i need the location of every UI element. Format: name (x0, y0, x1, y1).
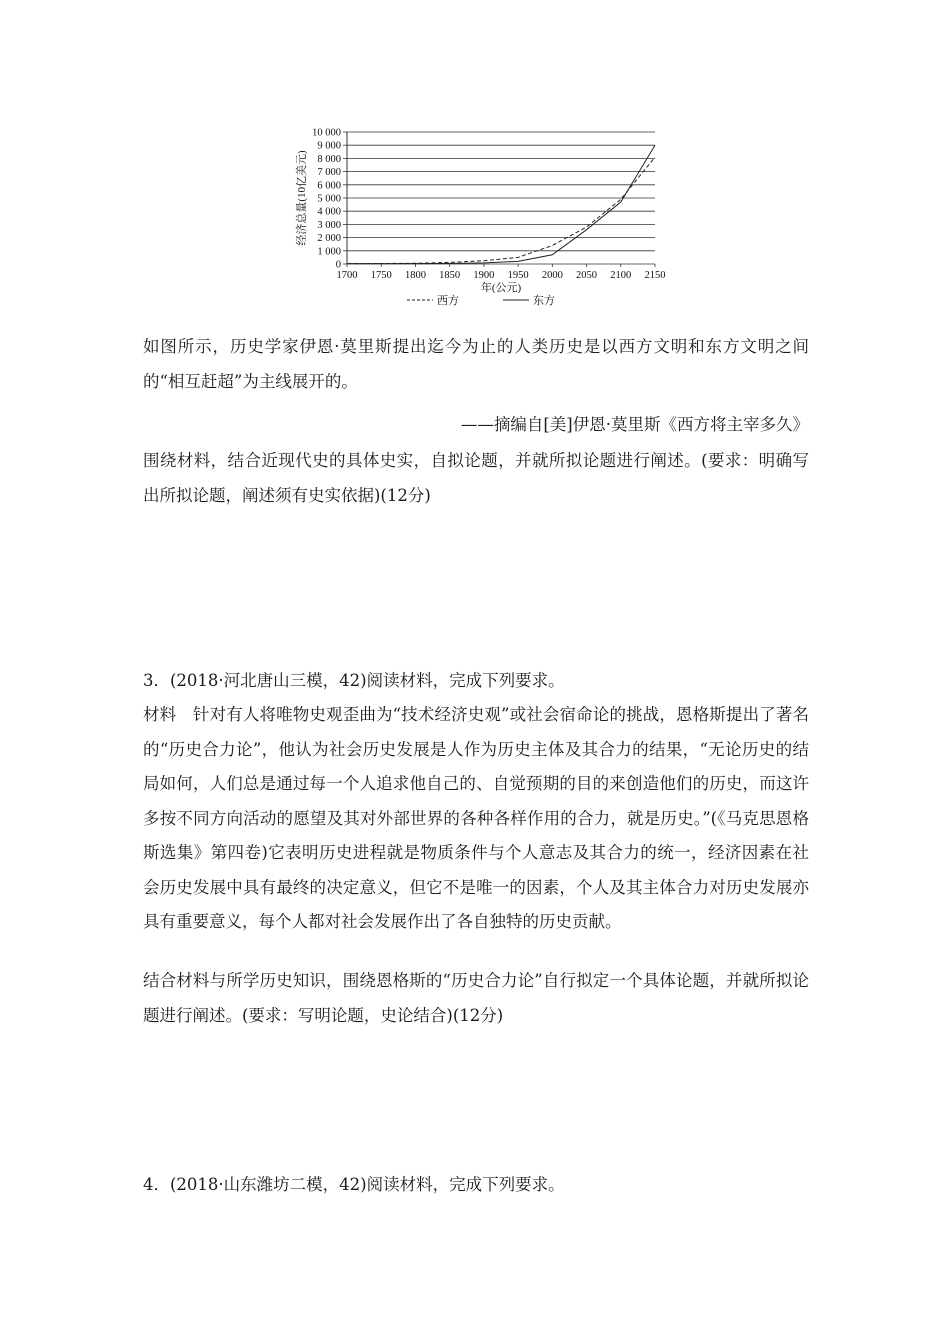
x-tick-label: 2150 (644, 270, 666, 281)
y-tick-label: 4 000 (317, 206, 341, 218)
x-tick-label: 2000 (541, 270, 563, 281)
question-4-heading: 4．(2018·山东潍坊二模，42)阅读材料，完成下列要求。 (143, 1175, 565, 1194)
question-2-task: 围绕材料，结合近现代史的具体史实，自拟论题，并就所拟论题进行阐述。(要求：明确写出所拟论题，阐述须有史实依据)(12分) (143, 451, 809, 505)
y-tick-label: 10 000 (312, 127, 341, 139)
series-line-west (347, 157, 655, 264)
question-3-task: 结合材料与所学历史知识，围绕恩格斯的“历史合力论”自行拟定一个具体论题，并就所拟论题进行阐述。(要求：写明论题，史论结合)(12分) (143, 971, 809, 1025)
y-tick-label: 5 000 (317, 193, 341, 205)
y-tick-label: 2 000 (317, 233, 341, 245)
y-tick-label: 9 000 (317, 140, 341, 152)
x-tick-label: 2050 (576, 270, 598, 281)
legend-label: 东方 (533, 295, 555, 307)
x-tick-label: 1900 (473, 270, 495, 281)
y-tick-label: 6 000 (317, 180, 341, 192)
x-tick-label: 1700 (336, 270, 358, 281)
x-tick-label: 2100 (610, 270, 632, 281)
source-citation: ——摘编自[美]伊恩·莫里斯《西方将主宰多久》 (460, 415, 809, 434)
paragraph-intro: 如图所示，历史学家伊恩·莫里斯提出迄今为止的人类历史是以西方文明和东方文明之间的“相互赶超”为主线展开的。 (143, 337, 809, 391)
economy-chart (285, 118, 675, 314)
series-line-east (347, 145, 655, 263)
y-tick-label: 3 000 (317, 219, 341, 231)
question-3-heading: 3．(2018·河北唐山三模，42)阅读材料，完成下列要求。 (143, 671, 565, 690)
x-tick-label: 1800 (404, 270, 426, 281)
question-3-material: 材料 针对有人将唯物史观歪曲为“技术经济史观”或社会宿命论的挑战，恩格斯提出了著名的“历史合力论”，他认为社会历史发展是人作为历史主体及其合力的结果，“无论历史的结局如何，人们总是通过每一个人追求他自己的、自觉预期的目的来创造他们的历史，而这许多按不同方向活动的愿望及其对外部世界的各种各样作用的合力，就是历史。”(《马克思恩格斯选集》第四卷)它表明历史进程就是物质条件与个人意志及其合力的统一，经济因素在社会历史发展中具有最终的决定意义，但它不是唯一的因素，个人及其主体合力对历史发展亦具有重要意义，每个人都对社会发展作出了各自独特的历史贡献。 (143, 705, 809, 931)
y-tick-label: 8 000 (317, 153, 341, 165)
y-tick-label: 7 000 (317, 167, 341, 179)
x-tick-label: 1750 (370, 270, 392, 281)
legend-label: 西方 (437, 295, 459, 307)
x-tick-label: 1850 (439, 270, 461, 281)
y-tick-label: 1 000 (317, 246, 341, 258)
y-axis-label: 经济总量(10亿美元) (296, 150, 308, 246)
x-tick-label: 1950 (507, 270, 529, 281)
x-axis-label: 年(公元) (480, 282, 522, 294)
chart-svg (285, 118, 675, 314)
y-tick-label: 0 (335, 259, 341, 271)
